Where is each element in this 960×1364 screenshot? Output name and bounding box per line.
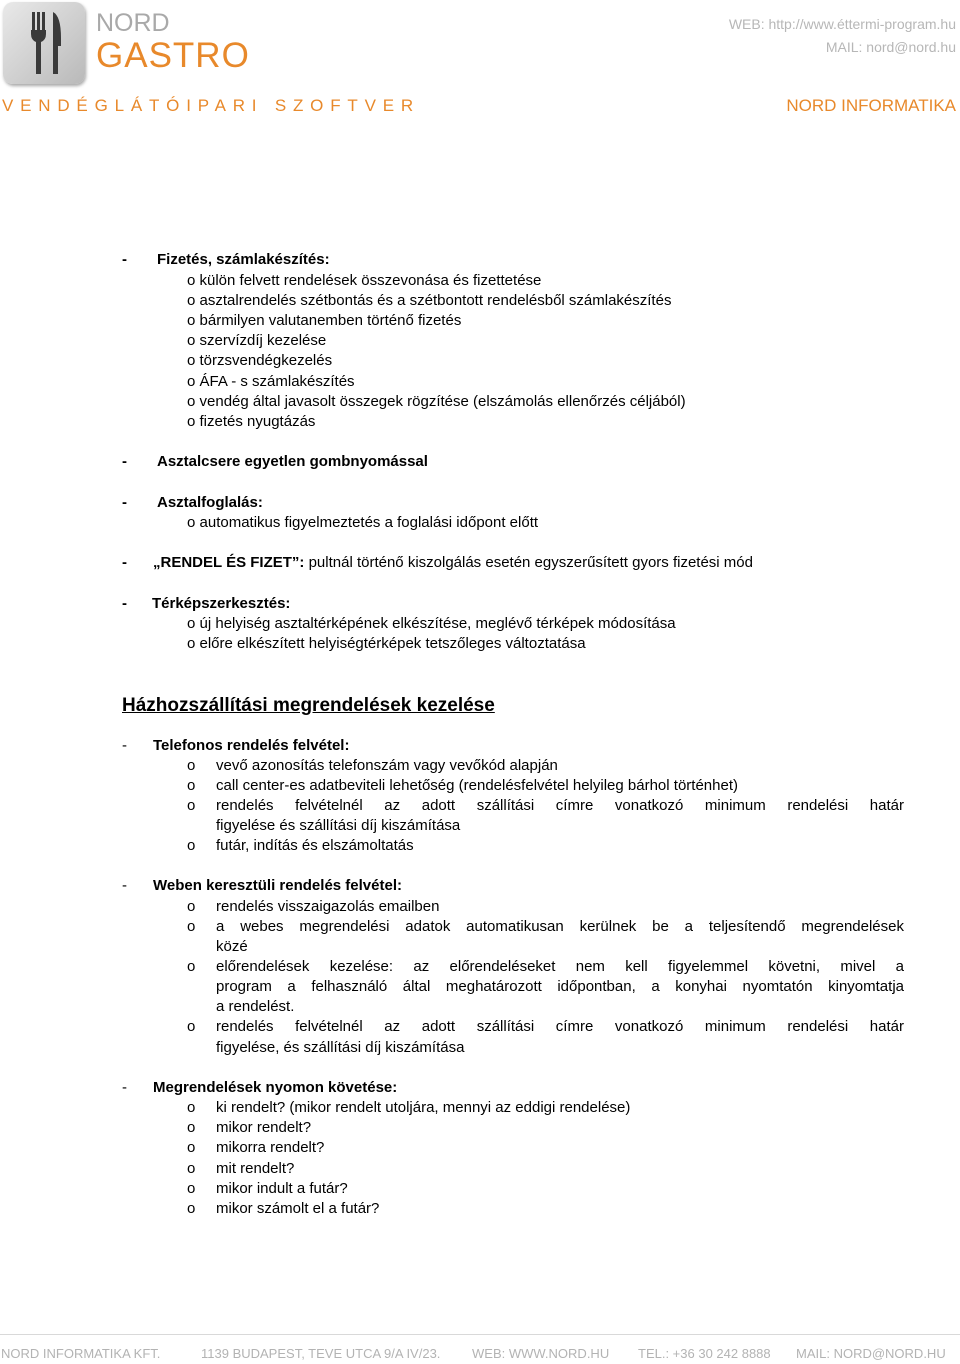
- header-web-link[interactable]: WEB: http://www.éttermi-program.hu: [728, 16, 956, 32]
- list-dash: -: [122, 877, 127, 894]
- footer-address: 1139 BUDAPEST, TEVE UTCA 9/A IV/23.: [201, 1346, 441, 1361]
- bullet: o: [187, 1018, 196, 1035]
- list-item-continued: a rendelést.: [216, 998, 295, 1015]
- footer-phone: TEL.: +36 30 242 8888: [638, 1346, 771, 1361]
- logo-icon-tile: [3, 2, 85, 84]
- bullet: o: [187, 1119, 196, 1136]
- list-item: o bármilyen valutanemben történő fizetés: [187, 312, 462, 329]
- list-dash: -: [122, 737, 127, 754]
- brand-name-bottom: GASTRO: [96, 36, 250, 75]
- section-heading-payment: Fizetés, számlakészítés:: [157, 251, 330, 268]
- list-item: mikor rendelt?: [216, 1119, 312, 1136]
- bullet: o: [187, 1200, 196, 1217]
- list-item: rendelés felvételnél az adott szállítási címre vonatkozó minimum rendelési határ: [216, 1018, 904, 1035]
- list-item: mikor indult a futár?: [216, 1180, 348, 1197]
- list-dash: -: [122, 494, 127, 511]
- list-item: vevő azonosítás telefonszám vagy vevőkód alapján: [216, 757, 558, 774]
- list-item-continued: figyelése, és szállítási díj kiszámítása: [216, 1039, 465, 1056]
- section-heading-reservation: Asztalfoglalás:: [157, 494, 263, 511]
- section-title-delivery: Házhozszállítási megrendelések kezelése: [122, 695, 495, 716]
- order-pay-text: pultnál történő kiszolgálás esetén egyszerűsített gyors fizetési mód: [308, 554, 753, 571]
- bullet: o: [187, 1160, 196, 1177]
- list-item: előrendelések kezelése: az előrendeléseket nem kell figyelemmel követni, mivel a: [216, 958, 904, 975]
- list-item: futár, indítás és elszámoltatás: [216, 837, 414, 854]
- list-item-continued: program a felhasználó által meghatározott időpontban, a konyhai nyomtatón kinyomtatja: [216, 978, 904, 995]
- subsection-heading-tracking: Megrendelések nyomon követése:: [153, 1079, 398, 1096]
- list-item: ki rendelt? (mikor rendelt utoljára, mennyi az eddigi rendelése): [216, 1099, 631, 1116]
- list-item: call center-es adatbeviteli lehetőség (rendelésfelvétel helyileg bárhol történhet): [216, 777, 738, 794]
- list-item: rendelés visszaigazolás emailben: [216, 898, 440, 915]
- list-item: mikor számolt el a futár?: [216, 1200, 380, 1217]
- section-heading-map-editor: Térképszerkesztés:: [152, 595, 291, 612]
- footer-divider: [0, 1334, 960, 1335]
- list-dash: -: [122, 1079, 127, 1096]
- brand-name-top: NORD: [96, 9, 170, 37]
- bullet: o: [187, 1099, 196, 1116]
- list-item: o fizetés nyugtázás: [187, 413, 316, 430]
- bullet: o: [187, 837, 196, 854]
- subsection-heading-web: Weben keresztüli rendelés felvétel:: [153, 877, 402, 894]
- bullet: o: [187, 898, 196, 915]
- bullet: o: [187, 918, 196, 935]
- list-dash: -: [122, 251, 127, 268]
- list-item: o szervízdíj kezelése: [187, 332, 327, 349]
- bullet: o: [187, 1139, 196, 1156]
- list-dash: -: [122, 554, 127, 571]
- list-item-continued: figyelése és szállítási díj kiszámítása: [216, 817, 461, 834]
- section-heading-table-swap: Asztalcsere egyetlen gombnyomással: [157, 453, 428, 470]
- list-item: rendelés felvételnél az adott szállítási címre vonatkozó minimum rendelési határ: [216, 797, 904, 814]
- section-heading-order-pay: „RENDEL ÉS FIZET”:: [153, 554, 305, 571]
- list-item: mikorra rendelt?: [216, 1139, 325, 1156]
- tagline: VENDÉGLÁTÓIPARI SZOFTVER: [2, 96, 420, 115]
- bullet: o: [187, 757, 196, 774]
- footer-company: NORD INFORMATIKA KFT.: [1, 1346, 161, 1361]
- fork-knife-icon: [3, 2, 85, 84]
- order-pay-line: [153, 554, 753, 572]
- list-item: o asztalrendelés szétbontás és a szétbontott rendelésből számlakészítés: [187, 292, 672, 309]
- bullet: o: [187, 777, 196, 794]
- footer-web-link[interactable]: WEB: WWW.NORD.HU: [472, 1346, 610, 1361]
- bullet: o: [187, 1180, 196, 1197]
- list-item: o külön felvett rendelések összevonása és fizettetése: [187, 272, 542, 289]
- list-item: o törzsvendégkezelés: [187, 352, 333, 369]
- subsection-heading-phone: Telefonos rendelés felvétel:: [153, 737, 350, 754]
- header-mail-link[interactable]: MAIL: nord@nord.hu: [825, 39, 956, 55]
- list-dash: -: [122, 453, 127, 470]
- list-item: a webes megrendelési adatok automatikusan kerülnek be a teljesítendő megrendelések: [216, 918, 904, 935]
- company-name: NORD INFORMATIKA: [786, 96, 956, 115]
- list-item: o új helyiség asztaltérképének elkészítése, meglévő térképek módosítása: [187, 615, 676, 632]
- bullet: o: [187, 958, 196, 975]
- footer-mail-link[interactable]: MAIL: NORD@NORD.HU: [796, 1346, 946, 1361]
- list-item: mit rendelt?: [216, 1160, 295, 1177]
- list-dash: -: [122, 595, 127, 612]
- list-item: o előre elkészített helyiségtérképek tetszőleges változtatása: [187, 635, 586, 652]
- list-item: o ÁFA - s számlakészítés: [187, 373, 355, 390]
- list-item: o automatikus figyelmeztetés a foglalási időpont előtt: [187, 514, 539, 531]
- bullet: o: [187, 797, 196, 814]
- list-item-continued: közé: [216, 938, 248, 955]
- list-item: o vendég által javasolt összegek rögzítése (elszámolás ellenőrzés céljából): [187, 393, 686, 410]
